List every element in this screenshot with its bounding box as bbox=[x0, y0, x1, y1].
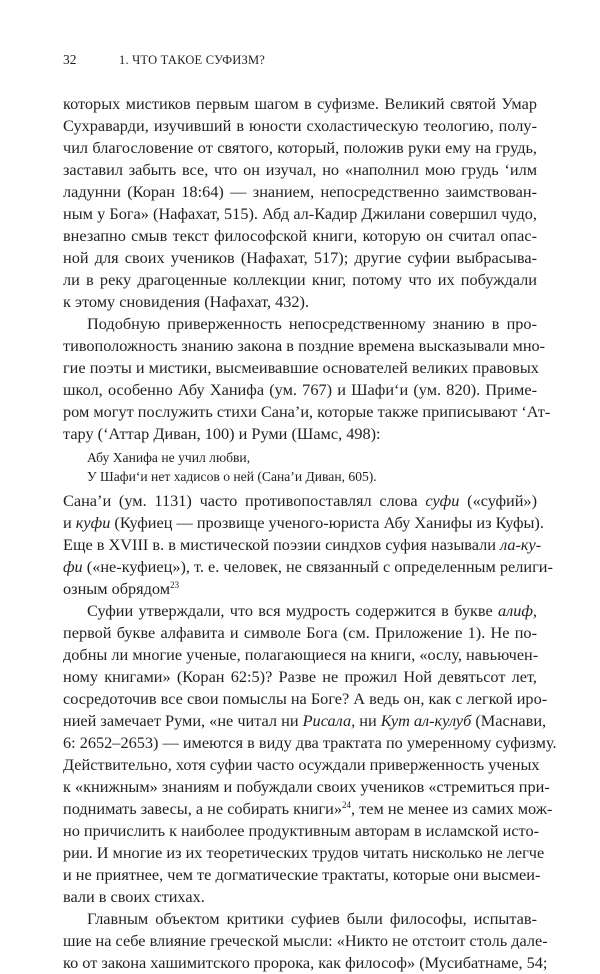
text-line: первой букве алфавита и символе Бога (см. Приложение 1). Не по- bbox=[63, 623, 537, 642]
text-line: ной для своих учеников (Нафахат, 517); другие суфии выбрасыва- bbox=[63, 248, 537, 267]
running-title: 1. ЧТО ТАКОЕ СУФИЗМ? bbox=[119, 53, 266, 67]
text-line: тару (‘Аттар Диван, 100) и Руми (Шамс, 498): bbox=[63, 424, 381, 443]
text-line: Еще в XVIII в. в мистической поэзии синдхов суфия называли ла-ку- bbox=[63, 535, 542, 554]
text-line: нией замечает Руми, «не читал ни Рисала, ни Кут ал-кулуб (Маснави, bbox=[63, 711, 547, 730]
text-line: гие поэты и мистики, высмеивавшие основателей великих правовых bbox=[63, 358, 539, 377]
text-line: ли в реку драгоценные коллекции книг, потому что их побуждали bbox=[63, 270, 537, 289]
verse-quote bbox=[63, 448, 537, 486]
text-line: ко от закона хашимитского пророка, как философ» (Мусибатнаме, 54; bbox=[63, 953, 548, 972]
text-line: шие на себе влияние греческой мысли: «Никто не отстоит столь дале- bbox=[63, 931, 548, 950]
text-line: но причислить к наиболее продуктивным авторам в исламской исто- bbox=[63, 821, 540, 840]
text-line: Действительно, хотя суфии часто осуждали приверженность ученых bbox=[63, 755, 540, 774]
page-number: 32 bbox=[63, 52, 77, 67]
page-header bbox=[63, 52, 540, 68]
text-line: и куфи (Куфиец — прозвище ученого-юриста Абу Ханифы из Куфы). bbox=[63, 513, 544, 532]
text-line: ному книгами» (Коран 62:5)? Разве не прожил Ной девятьсот лет, bbox=[63, 667, 537, 686]
text-line: которых мистиков первым шагом в суфизме. Великий святой Умар bbox=[63, 94, 537, 113]
quote-line: У Шафи‘и нет хадисов о ней (Сана’и Диван, 605). bbox=[87, 469, 377, 484]
text-line: чил благословение от святого, который, положив руки ему на грудь, bbox=[63, 138, 537, 157]
text-line: вали в своих стихах. bbox=[63, 887, 205, 906]
text-line: озным обрядом$^{23}$ bbox=[63, 579, 180, 598]
text-line: рии. И многие из их теоретических трудов читать нисколько не легче bbox=[63, 843, 545, 862]
text-line: Сухраварди, изучивший в юности схоластическую теологию, полу- bbox=[63, 116, 537, 135]
text-line: Суфии утверждали, что вся мудрость содержится в букве алиф, bbox=[87, 601, 537, 620]
text-line: к этому сновидения (Нафахат, 432). bbox=[63, 292, 310, 311]
text-line: школ, особенно Абу Ханифа (ум. 767) и Шафи‘и (ум. 820). Приме- bbox=[63, 380, 537, 399]
text-line: тивоположность знанию закона в поздние времена высказывали мно- bbox=[63, 336, 546, 355]
main-text bbox=[63, 93, 557, 974]
footnote-ref[interactable]: 24 bbox=[341, 800, 351, 810]
footnote-ref[interactable]: 23 bbox=[170, 580, 180, 590]
text-line: Подобную приверженность непосредственному знанию в про- bbox=[87, 314, 537, 333]
text-line: ным у Бога» (Нафахат, 515). Абд ал-Кадир Джилани совершил чудо, bbox=[63, 204, 537, 223]
text-line: сосредоточив все свои помыслы на Боге? А ведь он, как с легкой иро- bbox=[63, 689, 548, 708]
text-line: Сана’и (ум. 1131) часто противопоставлял слова суфи («суфий») bbox=[63, 491, 537, 510]
text-line: ром могут послужить стихи Сана’и, которые также приписывают ‘Ат- bbox=[63, 402, 551, 421]
text-line: поднимать завесы, а не собирать книги»$^{24}$, тем не менее из самих мож- bbox=[63, 799, 553, 818]
text-line: Главным объектом критики суфиев были философы, испытав- bbox=[87, 909, 537, 928]
text-line: внезапно смыв текст философской книги, которую он считал опас- bbox=[63, 226, 537, 245]
quote-line: Абу Ханифа не учил любви, bbox=[87, 450, 251, 465]
text-line: фи («не-куфиец»), т. е. человек, не связанный с определенным религи- bbox=[63, 557, 553, 576]
text-line: 6: 2652–2653) — имеются в виду два трактата по умеренному суфизму. bbox=[63, 733, 557, 752]
text-line: и не приятнее, чем те догматические трактаты, которые они высмеи- bbox=[63, 865, 541, 884]
text-line: к «книжным» знаниям и побуждали своих учеников «стремиться при- bbox=[63, 777, 550, 796]
text-line: добны ли многие ученые, полагающиеся на книги, «ослу, навьючен- bbox=[63, 645, 539, 664]
text-line: ладунни (Коран 18:64) — знанием, непосредственно заимствован- bbox=[63, 182, 537, 201]
text-line: заставил забыть все, что он изучал, но «наполнил мою грудь ‘илм bbox=[63, 160, 537, 179]
